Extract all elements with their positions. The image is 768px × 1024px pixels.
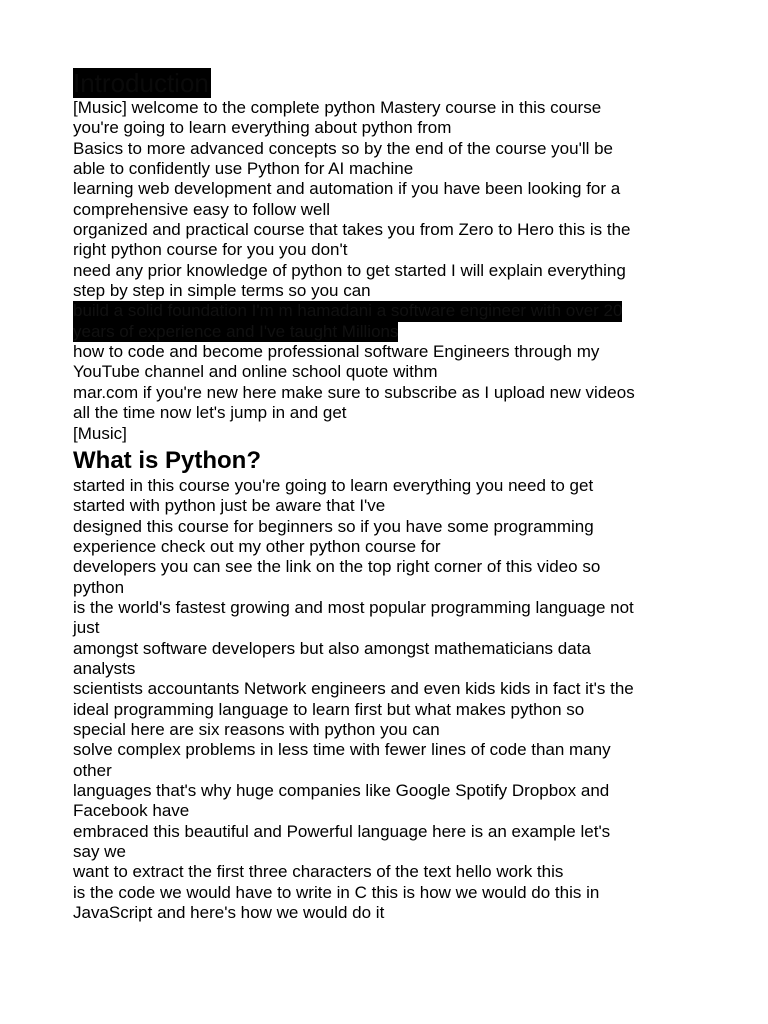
text-line: mar.com if you're new here make sure to subscribe as I upload new videos bbox=[73, 382, 635, 402]
text-line: [Music] bbox=[73, 423, 127, 443]
text-line: analysts bbox=[73, 658, 136, 678]
text-line: right python course for you you don't bbox=[73, 240, 348, 260]
text-line: solve complex problems in less time with fewer lines of code than many bbox=[73, 740, 611, 760]
text-line: need any prior knowledge of python to get started I will explain everything bbox=[73, 260, 626, 280]
text-line: Facebook have bbox=[73, 801, 190, 821]
text-line: you're going to learn everything about python from bbox=[73, 118, 452, 138]
text-line: Basics to more advanced concepts so by the end of the course you'll be bbox=[73, 138, 614, 158]
redacted-text-block bbox=[73, 301, 713, 342]
intro-paragraph-a bbox=[73, 98, 713, 301]
text-line: learning web development and automation if you have been looking for a bbox=[73, 179, 621, 199]
text-line: special here are six reasons with python you can bbox=[73, 719, 440, 739]
text-line: experience check out my other python course for bbox=[73, 536, 441, 556]
text-line: JavaScript and here's how we would do it bbox=[73, 903, 385, 923]
text-line: started with python just be aware that I've bbox=[73, 496, 386, 516]
text-line: python bbox=[73, 577, 125, 597]
text-line: ideal programming language to learn first but what makes python so bbox=[73, 699, 585, 719]
section-title-what-is-python: What is Python? bbox=[73, 446, 261, 474]
text-line: step by step in simple terms so you can bbox=[73, 281, 371, 301]
text-line: started in this course you're going to learn everything you need to get bbox=[73, 475, 594, 495]
text-line: just bbox=[73, 618, 100, 638]
text-line: amongst software developers but also amongst mathematicians data bbox=[73, 638, 591, 658]
text-line: how to code and become professional software Engineers through my bbox=[73, 342, 600, 362]
redacted-line: years of experience and I've taught Millions bbox=[73, 321, 399, 341]
redacted-line: build a solid foundation I'm m hamadani a software engineer with over 20 bbox=[73, 301, 623, 321]
text-line: able to confidently use Python for AI machine bbox=[73, 159, 414, 179]
text-line: developers you can see the link on the top right corner of this video so bbox=[73, 557, 601, 577]
text-line: is the code we would have to write in C this is how we would do this in bbox=[73, 882, 600, 902]
text-line: languages that's why huge companies like Google Spotify Dropbox and bbox=[73, 781, 610, 800]
text-line: designed this course for beginners so if you have some programming bbox=[73, 516, 594, 536]
text-line: scientists accountants Network engineers and even kids kids in fact it's the bbox=[73, 679, 634, 699]
text-line: [Music] welcome to the complete python Mastery course in this course bbox=[73, 98, 602, 117]
section-title-introduction: Introduction bbox=[73, 68, 209, 98]
intro-paragraph-b bbox=[73, 342, 713, 444]
text-line: embraced this beautiful and Powerful language here is an example let's bbox=[73, 821, 611, 841]
section-what-is-python bbox=[73, 446, 713, 924]
text-line: comprehensive easy to follow well bbox=[73, 199, 331, 219]
text-line: is the world's fastest growing and most popular programming language not bbox=[73, 597, 634, 617]
text-line: organized and practical course that takes you from Zero to Hero this is the bbox=[73, 220, 631, 240]
text-line: want to extract the first three characters of the text hello work this bbox=[73, 862, 564, 882]
section-introduction bbox=[73, 68, 713, 444]
python-paragraph bbox=[73, 476, 713, 924]
text-line: YouTube channel and online school quote withm bbox=[73, 362, 438, 382]
text-line: all the time now let's jump in and get bbox=[73, 403, 347, 423]
text-line: say we bbox=[73, 842, 126, 862]
document-page bbox=[73, 68, 713, 923]
text-line: other bbox=[73, 760, 112, 780]
